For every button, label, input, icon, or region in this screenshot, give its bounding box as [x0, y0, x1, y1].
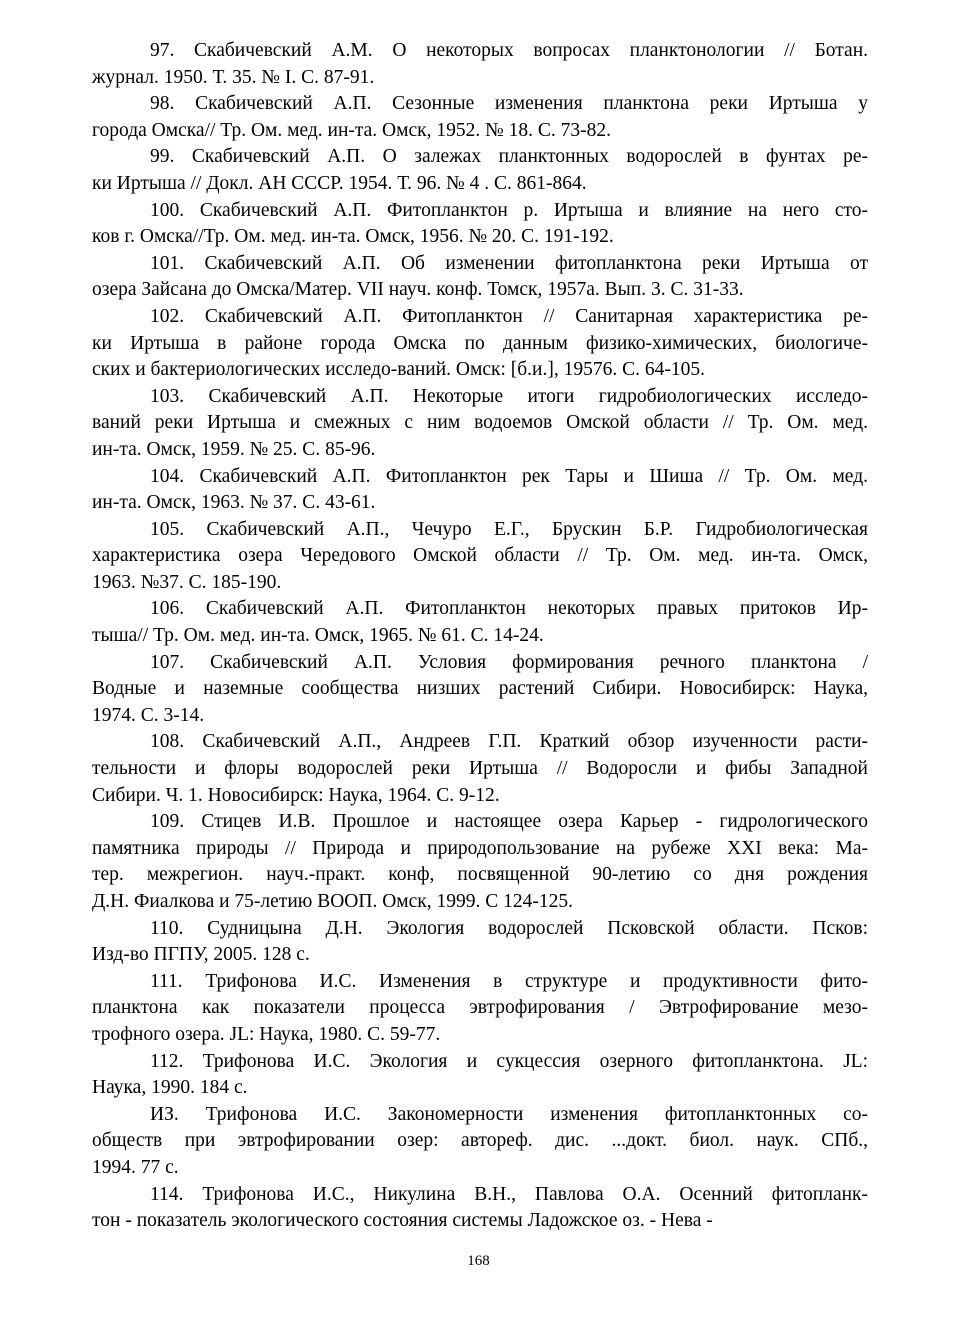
entry-line — [92, 1182, 868, 1209]
bibliography-list — [92, 38, 868, 1235]
entry-line: озера Зайсана до Омска/Матер. VII науч. конф. Томск, 1957а. Вып. 3. С. 31-33. — [92, 279, 744, 301]
entry-line: тыша// Тр. Ом. мед. ин-та. Омск, 1965. № 61. С. 14-24. — [92, 625, 544, 647]
entry-line: Сибири. Ч. 1. Новосибирск: Наука, 1964. С. 9-12. — [92, 784, 500, 806]
entry-line: Водные и наземные сообщества низших растений Сибири. Новосибирск: Наука, — [92, 678, 868, 700]
entry-line: журнал. 1950. Т. 35. № I. С. 87-91. — [92, 66, 375, 88]
bibliography-entry — [92, 144, 868, 197]
entry-line — [92, 91, 868, 118]
entry-text: Скабичевский А.М. О некоторых вопросах планктонологии // Ботан. — [194, 40, 868, 61]
entry-line: ин-та. Омск, 1963. № 37. С. 43-61. — [92, 492, 376, 514]
entry-line — [92, 1102, 868, 1129]
entry-text: Скабичевский А.П. Некоторые итоги гидробиологических исследо- — [208, 385, 868, 407]
entry-line: ваний реки Иртыша и смежных с ним водоемов Омской области // Тр. Ом. мед. — [92, 412, 868, 434]
entry-line: планктона как показатели процесса эвтрофирования / Эвтрофирование мезо- — [92, 997, 868, 1019]
entry-line — [92, 38, 868, 65]
bibliography-entry — [92, 464, 868, 517]
entry-number: 112. — [150, 1050, 184, 1072]
entry-number: 109. — [150, 811, 185, 833]
bibliography-entry — [92, 38, 868, 91]
entry-line — [92, 304, 868, 331]
entry-number: 114. — [150, 1183, 184, 1205]
entry-line — [92, 1049, 868, 1076]
entry-line — [92, 969, 868, 996]
entry-text: Трифонова И.С. Изменения в структуре и продуктивности фито- — [205, 970, 869, 992]
entry-number: 105. — [150, 518, 185, 540]
entry-text: Стицев И.В. Прошлое и настоящее озера Карьер - гидрологического — [201, 811, 869, 833]
bibliography-entry — [92, 198, 868, 251]
entry-line: тельности и флоры водорослей реки Иртыша // Водоросли и фибы Западной — [92, 758, 868, 780]
entry-text: Трифонова И.С., Никулина В.Н., Павлова О.А. Осенний фитопланк- — [202, 1183, 869, 1205]
entry-number: 101. — [150, 252, 185, 274]
entry-number: 104. — [150, 465, 185, 487]
entry-line — [92, 517, 868, 544]
bibliography-entry — [92, 251, 868, 304]
entry-text: Скабичевский А.П. Об изменении фитопланктона реки Иртыша от — [204, 252, 868, 274]
entry-text: Скабичевский А.П. Сезонные изменения планктона реки Иртыша у — [195, 93, 869, 115]
bibliography-entry — [92, 1049, 868, 1102]
entry-line: ских и бактериологических исследо-ваний. Омск: [б.и.], 19576. С. 64-105. — [92, 359, 705, 381]
entry-line: ков г. Омска//Тр. Ом. мед. ин-та. Омск, 1956. № 20. С. 191-192. — [92, 226, 614, 248]
entry-number: ИЗ. — [150, 1103, 179, 1125]
entry-number: 97. — [150, 40, 175, 61]
entry-line: Д.Н. Фиалкова и 75-летию ВООП. Омск, 1999. С 124-125. — [92, 891, 574, 912]
entry-text: Скабичевский А.П. Фитопланктон рек Тары и Шиша // Тр. Ом. мед. — [199, 465, 868, 487]
entry-line: Наука, 1990. 184 с. — [92, 1077, 248, 1099]
entry-line: ки Иртыша // Докл. АН СССР. 1954. Т. 96. № 4 . С. 861-864. — [92, 172, 587, 194]
entry-line: памятника природы // Природа и природопользование на рубеже XXI века: Ма- — [92, 837, 868, 859]
entry-line — [92, 809, 868, 836]
bibliography-entry — [92, 809, 868, 915]
entry-line: тер. межрегион. науч.-практ. конф, посвященной 90-летию со дня рождения — [92, 864, 868, 886]
entry-line — [92, 650, 868, 677]
bibliography-entry — [92, 1182, 868, 1235]
bibliography-entry — [92, 916, 868, 969]
entry-line — [92, 729, 868, 756]
entry-line: характеристика озера Чередового Омской области // Тр. Ом. мед. ин-та. Омск, — [92, 545, 868, 567]
page-number: 168 — [467, 1253, 490, 1269]
entry-line — [92, 251, 868, 278]
entry-text: Скабичевский А.П. Фитопланктон р. Иртыша и влияние на него сто- — [199, 199, 868, 221]
entry-line: Изд-во ПГПУ, 2005. 128 с. — [92, 944, 310, 966]
entry-text: Судницына Д.Н. Экология водорослей Псковской области. Псков: — [207, 917, 869, 939]
entry-number: 99. — [150, 146, 175, 168]
entry-line: ин-та. Омск, 1959. № 25. С. 85-96. — [92, 438, 376, 460]
entry-line: ки Иртыша в районе города Омска по данным физико-химических, биологиче- — [92, 332, 868, 354]
entry-number: 107. — [150, 651, 185, 673]
entry-text: Скабичевский А.П. О залежах планктонных водорослей в фунтах ре- — [191, 146, 868, 168]
entry-number: 100. — [150, 199, 185, 221]
entry-text: Трифонова И.С. Закономерности изменения фитопланктонных со- — [205, 1103, 868, 1125]
bibliography-entry — [92, 384, 868, 464]
entry-line — [92, 144, 868, 171]
bibliography-entry — [92, 596, 868, 649]
entry-line: трофного озера. JL: Наука, 1980. С. 59-77. — [92, 1023, 441, 1045]
entry-number: 106. — [150, 598, 185, 620]
entry-text: Скабичевский А.П. Условия формирования речного планктона / — [210, 651, 868, 673]
entry-number: 111. — [150, 970, 183, 992]
bibliography-entry — [92, 304, 868, 384]
bibliography-entry — [92, 650, 868, 730]
entry-number: 102. — [150, 305, 185, 327]
bibliography-entry — [92, 969, 868, 1049]
entry-line: тон - показатель экологического состояния системы Ладожское оз. - Нева - — [92, 1210, 713, 1232]
entry-number: 108. — [150, 731, 185, 753]
entry-line — [92, 384, 868, 411]
bibliography-entry — [92, 1102, 868, 1182]
entry-line: города Омска// Тр. Ом. мед. ин-та. Омск, 1952. № 18. С. 73-82. — [92, 119, 611, 141]
bibliography-entry — [92, 517, 868, 597]
entry-line — [92, 596, 868, 623]
entry-line — [92, 464, 868, 491]
entry-text: Скабичевский А.П., Андреев Г.П. Краткий обзор изученности расти- — [202, 731, 869, 753]
entry-line: 1963. №37. С. 185-190. — [92, 571, 282, 593]
entry-number: 110. — [150, 917, 184, 939]
entry-text: Скабичевский А.П. Фитопланктон // Санитарная характеристика ре- — [204, 305, 868, 327]
bibliography-entry — [92, 91, 868, 144]
entry-line — [92, 198, 868, 225]
entry-text: Скабичевский А.П. Фитопланктон некоторых правых притоков Ир- — [205, 598, 868, 620]
entry-line: обществ при эвтрофировании озер: автореф. дис. ...докт. биол. наук. СПб., — [92, 1130, 868, 1152]
entry-line — [92, 916, 868, 943]
bibliography-entry — [92, 729, 868, 809]
entry-number: 98. — [150, 93, 175, 115]
entry-line: 1974. С. 3-14. — [92, 704, 205, 726]
entry-text: Трифонова И.С. Экология и сукцессия озерного фитопланктона. JL: — [202, 1050, 868, 1072]
entry-line: 1994. 77 с. — [92, 1156, 179, 1178]
entry-number: 103. — [150, 385, 185, 407]
entry-text: Скабичевский А.П., Чечуро Е.Г., Брускин Б.Р. Гидробиологическая — [206, 518, 869, 540]
